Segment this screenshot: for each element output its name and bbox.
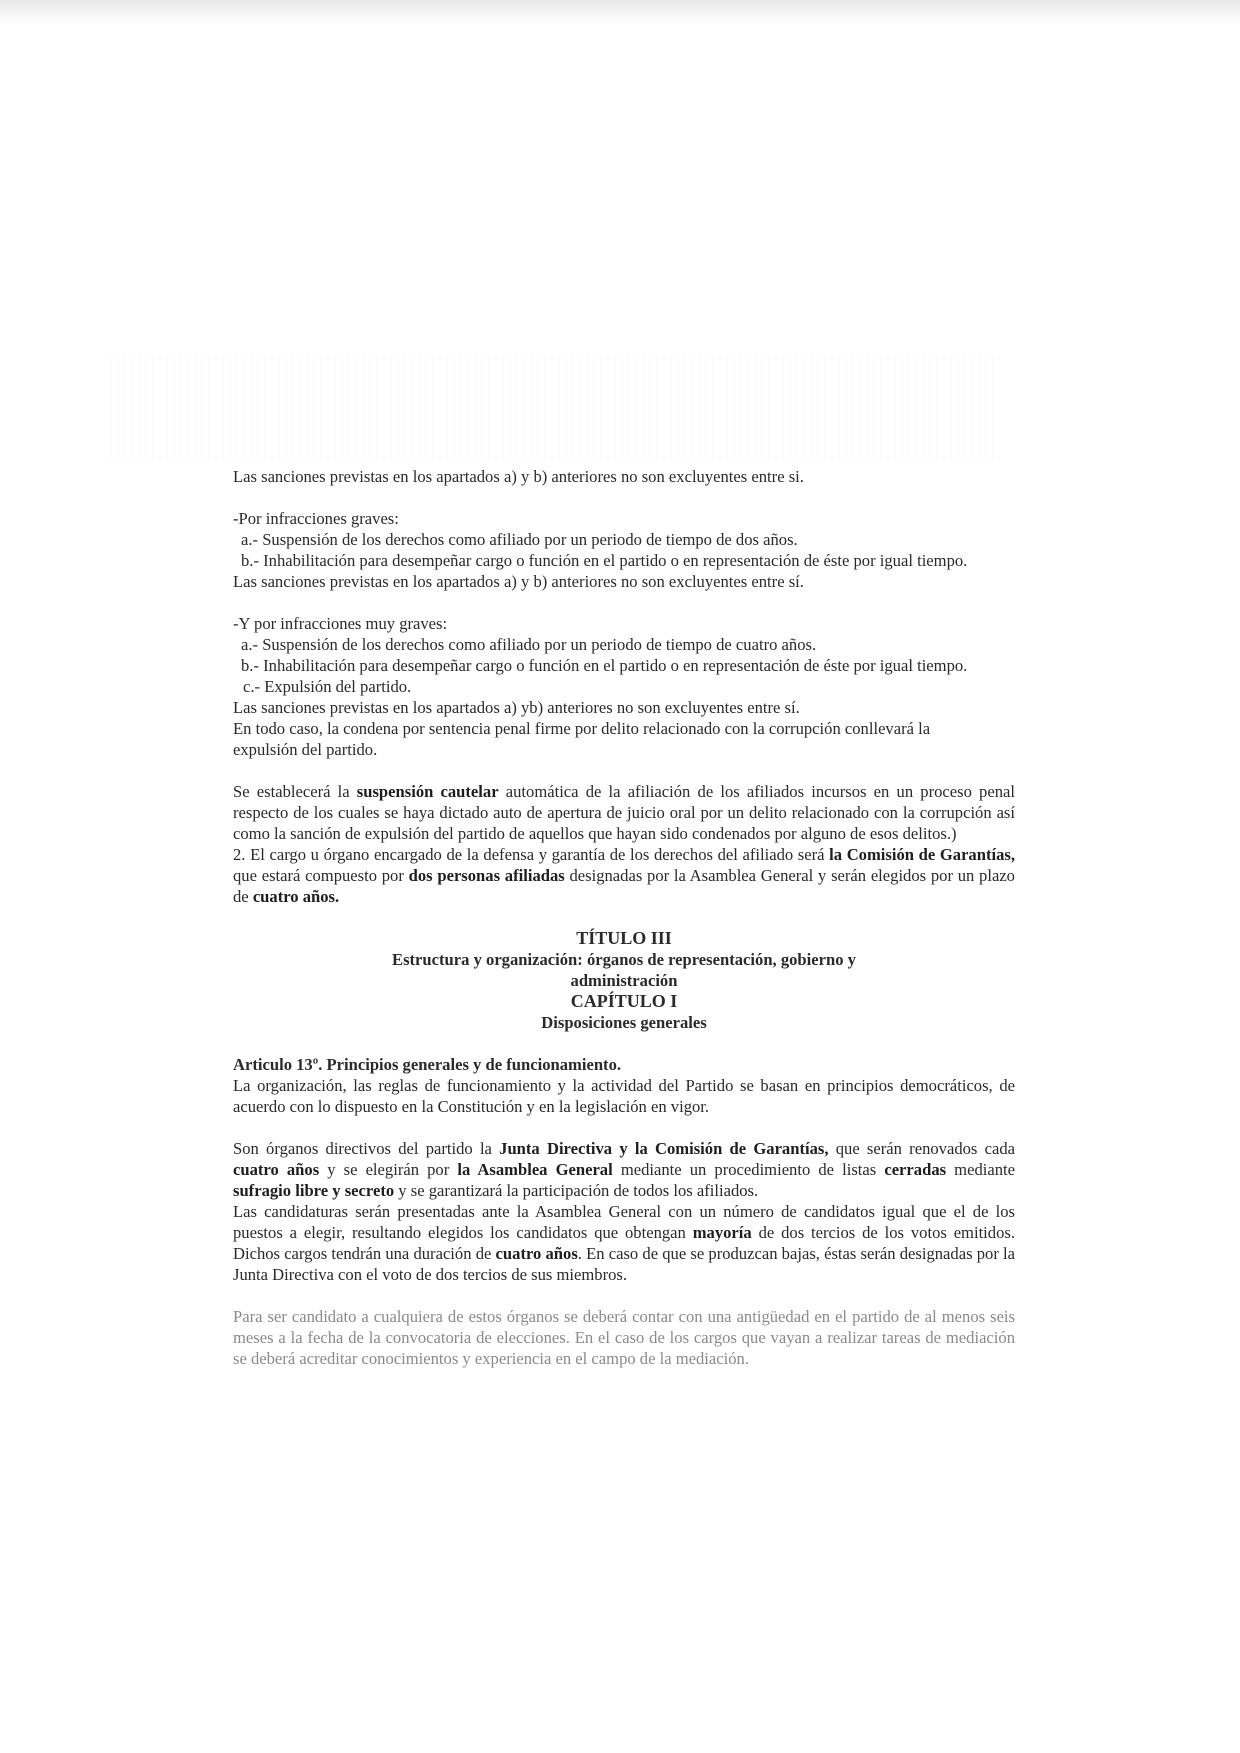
organos-paragraph	[233, 1138, 1015, 1201]
point-2-bold-1: la Comisión de Garantías,	[829, 845, 1015, 864]
document-page	[233, 466, 1015, 1369]
candidaturas-bold-1: mayoría	[692, 1223, 752, 1242]
suspension-bold: suspensión cautelar	[356, 782, 499, 801]
capitulo-subheading: Disposiciones generales	[541, 1013, 707, 1032]
candidaturas-text-3: . En caso de que se produzcan bajas, éstas serán designadas por la Junta Directiva con el voto de dos tercios de sus miembros.	[233, 1244, 1016, 1284]
suspension-text-1: Se establecerá la	[233, 782, 357, 801]
organos-text-4: mediante un procedimiento de listas	[612, 1160, 885, 1179]
point-2-paragraph	[233, 844, 1015, 907]
grave-item-b-text: b.- Inhabilitación para desempeñar cargo o función en el partido o en representación de éste por igual tiempo.	[241, 551, 968, 570]
capitulo-heading: CAPÍTULO I	[570, 991, 678, 1011]
organos-bold-4: cerradas	[884, 1160, 947, 1179]
section-headings	[233, 928, 1015, 1033]
article-13-title: Articulo 13º. Principios generales y de funcionamiento.	[233, 1055, 622, 1074]
grave-item-b	[233, 550, 1015, 571]
very-grave-note-1: Las sanciones previstas en los apartados a) yb) anteriores no son excluyentes entre sí.	[233, 698, 800, 717]
scan-top-band	[0, 0, 1240, 26]
point-2-text-3: designadas por la Asamblea General y serán elegidos por un plazo de	[233, 866, 1015, 906]
candidaturas-text-1: Las candidaturas serán presentadas ante la Asamblea General con un número de candidatos igual que el de los puestos a elegir, resultando elegidos los candidatos que obtengan	[233, 1202, 1015, 1242]
very-grave-note-2: En todo caso, la condena por sentencia penal firme por delito relacionado con la corrupción conllevará la expulsión del partido.	[233, 719, 931, 759]
very-grave-item-a: a.- Suspensión de los derechos como afiliado por un periodo de tiempo de cuatro años.	[241, 635, 817, 654]
article-13-body: La organización, las reglas de funcionamiento y la actividad del Partido se basan en principios democráticos, de acuerdo con lo dispuesto en la Constitución y en la legislación en vigor.	[233, 1076, 1015, 1116]
point-2-bold-3: cuatro años.	[252, 887, 340, 906]
titulo-subheading: Estructura y organización: órganos de representación, gobierno y administración	[392, 950, 856, 990]
organos-text-5: mediante	[946, 1160, 1015, 1179]
organos-bold-2: cuatro años	[233, 1160, 320, 1179]
point-2-text-1: 2. El cargo u órgano encargado de la defensa y garantía de los derechos del afiliado será	[233, 845, 830, 864]
grave-item-a: a.- Suspensión de los derechos como afiliado por un periodo de tiempo de dos años.	[241, 530, 798, 549]
organos-bold-1: Junta Directiva y la Comisión de Garantías,	[499, 1139, 829, 1158]
very-grave-heading: -Y por infracciones muy graves:	[233, 614, 448, 633]
point-2-text-2: que estará compuesto por	[233, 866, 409, 885]
organos-bold-3: la Asamblea General	[457, 1160, 613, 1179]
sanctions-note-1: Las sanciones previstas en los apartados a) y b) anteriores no son excluyentes entre si.	[233, 467, 804, 486]
candidaturas-paragraph	[233, 1201, 1015, 1285]
point-2-bold-2: dos personas afiliadas	[408, 866, 565, 885]
candidaturas-text-2: de dos tercios de los votos emitidos. Dichos cargos tendrán una duración de	[233, 1223, 1015, 1263]
suspension-paragraph	[233, 781, 1015, 844]
very-grave-item-b	[233, 655, 1015, 676]
scan-noise	[110, 355, 1000, 460]
organos-text-3: y se elegirán por	[319, 1160, 458, 1179]
organos-text-6: y se garantizará la participación de todos los afiliados.	[394, 1181, 759, 1200]
organos-bold-5: sufragio libre y secreto	[233, 1181, 395, 1200]
titulo-heading: TÍTULO III	[576, 928, 672, 948]
organos-text-1: Son órganos directivos del partido la	[233, 1139, 500, 1158]
suspension-text-2: automática de la afiliación de los afiliados incursos en un proceso penal respecto de los cuales se haya dictado auto de apertura de juicio oral por un delito relacionado con la corrupción así como la sanción de expulsión del partido de aquellos que hayan sido condenados por alguno de esos delitos.)	[233, 782, 1015, 843]
candidaturas-bold-2: cuatro años	[495, 1244, 578, 1263]
grave-heading: -Por infracciones graves:	[233, 509, 399, 528]
grave-note: Las sanciones previstas en los apartados a) y b) anteriores no son excluyentes entre sí.	[233, 572, 804, 591]
organos-text-2: que serán renovados cada	[828, 1139, 1015, 1158]
very-grave-item-c: c.- Expulsión del partido.	[243, 677, 412, 696]
very-grave-item-b-text: b.- Inhabilitación para desempeñar cargo o función en el partido o en representación de éste por igual tiempo.	[241, 656, 968, 675]
requisitos-paragraph: Para ser candidato a cualquiera de estos órganos se deberá contar con una antigüedad en el partido de al menos seis meses a la fecha de la convocatoria de elecciones. En el caso de los cargos que vayan a realizar tareas de mediación se deberá acreditar conocimientos y experiencia en el campo de la mediación.	[233, 1307, 1015, 1368]
